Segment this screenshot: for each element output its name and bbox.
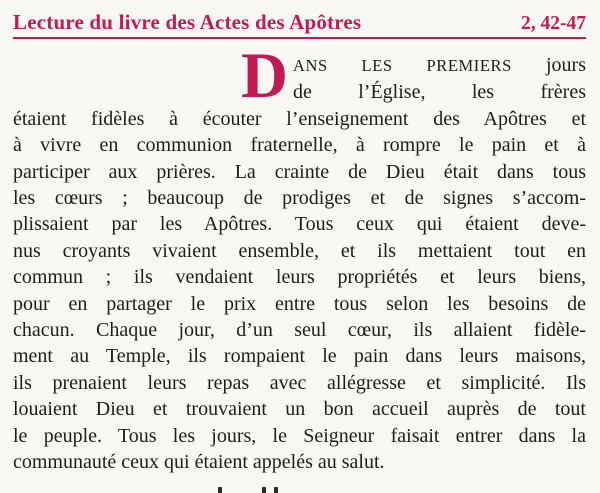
- cropped-next-line-fragment: [218, 487, 222, 493]
- text-line: le peuple. Tous les jours, le Seigneur faisait entrer dans la: [13, 424, 586, 447]
- text-line: étaient fidèles à écouter l’enseignement des Apôtres et: [13, 107, 586, 130]
- reading-body: [13, 40, 586, 476]
- reading-title: Lecture du livre des Actes des Apôtres: [13, 10, 362, 34]
- cropped-next-line-fragment: [262, 487, 266, 493]
- text-line: commun ; ils vendaient leurs propriétés et leurs biens,: [13, 266, 586, 289]
- incipit-smallcaps: ANS LES PREMIERS: [292, 56, 512, 75]
- header-rule: [13, 37, 586, 39]
- text-line: pour en partager le prix entre tous selon les besoins de: [13, 292, 586, 315]
- scripture-reference: 2, 42-47: [521, 13, 586, 34]
- opening-paragraph: [241, 40, 586, 112]
- text-line: participer aux prières. La crainte de Dieu était dans tous: [13, 160, 586, 183]
- text-line: ils prenaient leurs repas avec allégresse et simplicité. Ils: [13, 371, 586, 394]
- text-line: chacun. Chaque jour, d’un seul cœur, ils allaient fidèle-: [13, 319, 586, 342]
- opening-line-1: [241, 52, 586, 79]
- dropcap-letter: D: [241, 40, 287, 112]
- opening-line-2: de l’Église, les frères: [292, 81, 586, 104]
- text-line: nus croyants vivaient ensemble, et ils mettaient tout en: [13, 239, 586, 262]
- reading-text-block: [13, 106, 586, 476]
- text-line: plissaient par les Apôtres. Tous ceux qui étaient deve-: [13, 213, 586, 236]
- text-line: louaient Dieu et trouvaient un bon accueil auprès de tout: [13, 398, 586, 421]
- text-line-final: communauté ceux qui étaient appelés au salut.: [13, 451, 385, 474]
- text-line: à vivre en communion fraternelle, à rompre le pain et à: [13, 134, 586, 157]
- cropped-next-line-fragment: [274, 487, 278, 493]
- incipit-rest: jours: [546, 54, 586, 76]
- reading-header: [13, 9, 586, 35]
- text-line: les cœurs ; beaucoup de prodiges et de signes s’accom-: [13, 187, 586, 210]
- text-line: ment au Temple, ils rompaient le pain dans leurs maisons,: [13, 345, 586, 368]
